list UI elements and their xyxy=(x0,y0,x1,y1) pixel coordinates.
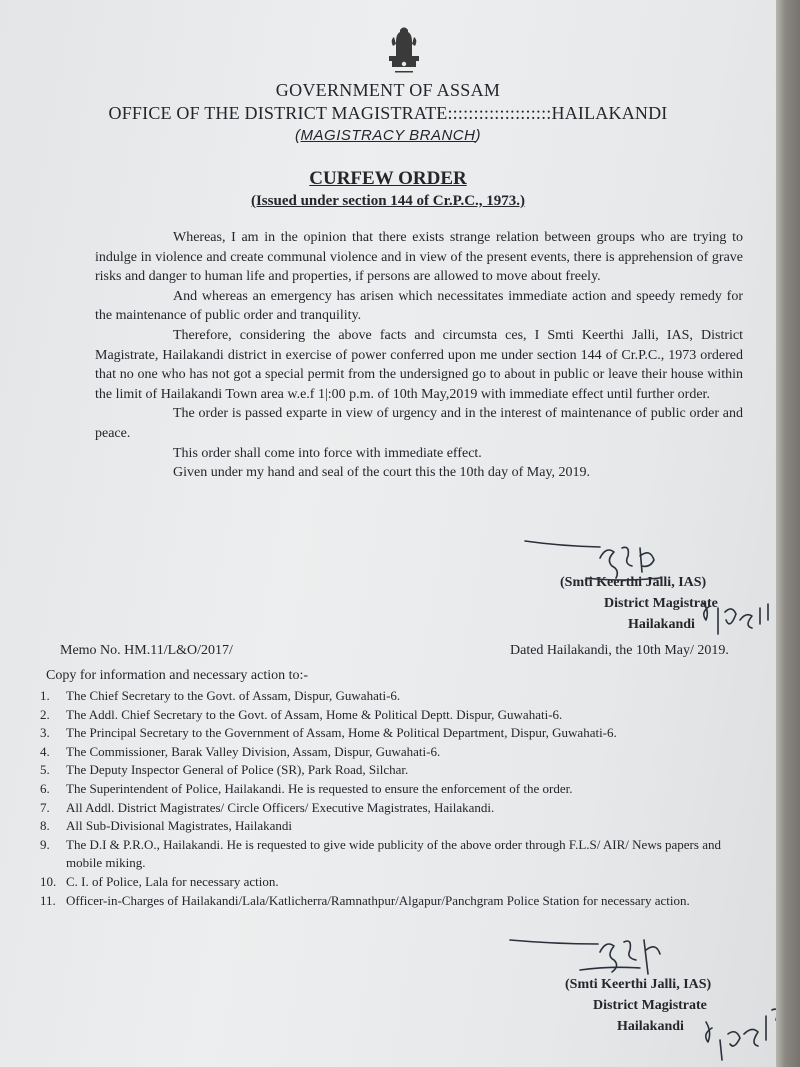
signatory-place: Hailakandi xyxy=(628,617,695,632)
order-paragraph: Whereas, I am in the opinion that there exists strange relation between groups who are trying to indulge in violence and create communal violence and in view of the present events, there is apprehension of grave risks and danger to human life and properties, if persons are allowed to move about freely. xyxy=(95,230,743,285)
signatory-name: (Smti Keerthi Jalli, IAS) xyxy=(565,977,712,992)
list-item: 5. The Deputy Inspector General of Police (SR), Park Road, Silchar. xyxy=(40,762,409,778)
memo-date: Dated Hailakandi, the 10th May/ 2019. xyxy=(510,643,729,658)
signatory-name: (Smti Keerthi Jalli, IAS) xyxy=(560,575,707,590)
signatory-place: Hailakandi xyxy=(617,1019,684,1034)
order-paragraph: The order is passed exparte in view of urgency and in the interest of maintenance of public order and peace. xyxy=(95,406,743,441)
background-edge xyxy=(776,0,800,1067)
order-title: CURFEW ORDER xyxy=(309,168,467,189)
order-paragraph: This order shall come into force with immediate effect. xyxy=(173,445,482,461)
signature-bottom xyxy=(510,940,660,974)
list-item: 6. The Superintendent of Police, Hailakandi. He is requested to ensure the enforcement of the order. xyxy=(40,780,573,796)
list-item: 2. The Addl. Chief Secretary to the Govt. of Assam, Home & Political Deptt. Dispur, Guwahati-6. xyxy=(40,706,563,722)
order-paragraph: Therefore, considering the above facts and circumsta ces, I Smti Keerthi Jalli, IAS, District Magistrate, Hailakandi district in exercise of power conferred upon me under section 144 of Cr.P.C., 1973 ordered that no one who has not got a special permit from the undersigned go to about in public or leave their house within the limit of Hailakandi Town area w.e.f 1|:00 p.m. of 10th May,2019 with immediate effect until further order. xyxy=(95,327,743,402)
list-item: 1. The Chief Secretary to the Govt. of Assam, Dispur, Guwahati-6. xyxy=(40,688,401,703)
list-item: 11. Officer-in-Charges of Hailakandi/Lala/Katlicherra/Ramnathpur/Algapur/Panchgram Police Station for necessary action. xyxy=(40,892,690,908)
signature-block-top xyxy=(560,572,718,635)
recipient-list xyxy=(40,687,740,910)
copy-intro: Copy for information and necessary action to:- xyxy=(46,668,309,683)
list-item: 3. The Principal Secretary to the Government of Assam, Home & Political Department, Dispur, Guwahati-6. xyxy=(40,725,617,741)
state-emblem-icon xyxy=(381,22,427,80)
signatory-designation: District Magistrate xyxy=(593,998,707,1013)
list-item: 10. C. I. of Police, Lala for necessary action. xyxy=(40,873,279,889)
order-paragraph: And whereas an emergency has arisen which necessitates immediate action and speedy remedy for the maintenance of public order and tranquility. xyxy=(95,288,743,324)
memo-number: Memo No. HM.11/L&O/2017/ xyxy=(60,643,233,658)
list-item: 7. All Addl. District Magistrates/ Circle Officers/ Executive Magistrates, Hailakandi. xyxy=(40,799,495,815)
signature-block-bottom xyxy=(565,974,711,1037)
list-item: 9. The D.I & P.R.O., Hailakandi. He is requested to give wide publicity of the above order through F.L.S/ AIR/ News papers and mobile miking. xyxy=(40,836,721,871)
handwritten-date-bottom xyxy=(706,1009,776,1060)
signatory-designation: District Magistrate xyxy=(604,596,718,611)
list-item: 8. All Sub-Divisional Magistrates, Hailakandi xyxy=(40,818,293,834)
order-paragraph: Given under my hand and seal of the court this the 10th day of May, 2019. xyxy=(173,465,591,481)
government-heading: GOVERNMENT OF ASSAM xyxy=(275,80,501,100)
order-subtitle: (Issued under section 144 of Cr.P.C., 1973.) xyxy=(250,193,526,209)
branch-heading: (MAGISTRACY BRANCH) xyxy=(295,127,481,144)
list-item: 4. The Commissioner, Barak Valley Division, Assam, Dispur, Guwahati-6. xyxy=(40,743,441,759)
order-body xyxy=(95,228,743,483)
office-heading: OFFICE OF THE DISTRICT MAGISTRATE::::::::::::::::::::HAILAKANDI xyxy=(108,103,668,123)
